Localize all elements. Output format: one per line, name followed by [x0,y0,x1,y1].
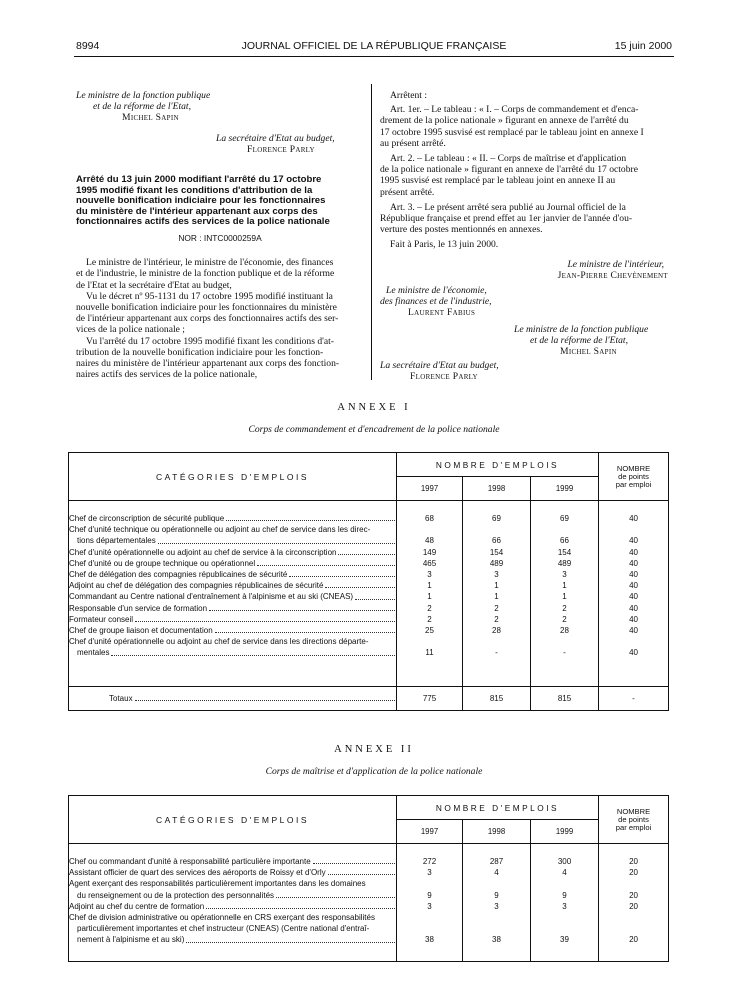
signature-name: Michel Sapin [122,112,179,124]
row-label-line: Chef d'unité opérationnelle ou adjoint au chef de service à la circonscription [69,547,396,558]
values-1999-column [531,844,599,962]
signature-name: Florence Parly [247,143,315,155]
cell-value: 40 [629,648,638,658]
leader-dots [338,547,395,555]
leader-dots [226,513,395,521]
row-label-line: Agent exerçant des responsabilités particulièrement importantes dans les domaines [69,879,366,889]
row-label-line: particulièrement importantes et chef instructeur (CNEAS) (Centre national d'entraî- [77,924,370,934]
signature-title: Le ministre de la fonction publique [514,323,649,335]
cell-value: 28 [492,626,501,636]
leader-dots [313,856,395,864]
row-label-line: Chef de groupe liaison et documentation [69,625,396,636]
cell-value: 2 [494,603,499,613]
cell-value: 40 [629,536,638,546]
cell-value: 39 [560,935,569,945]
header-year: 1998 [463,477,531,501]
values-1998-column [463,501,531,687]
row-label-line: Commandant au Centre national d'entraînement à l'alpinisme et au ski (CNEAS) [69,591,396,602]
signature-title: La secrétaire d'Etat au budget, [380,360,499,372]
decree-title: Arrêté du 13 juin 2000 modifiant l'arrêté du 17 octobre 1995 modifié fixant les conditions d'attribution de la nouvelle bonification indiciaire pour les fonctionnaires du ministère de l'intérieur appartenant aux corps des fonctionnaires actifs des services de la police nationale [76,174,330,228]
signature-title: Le ministre de l'intérieur, [567,258,664,270]
cell-value: 40 [629,558,638,568]
cell-value: 1 [427,592,432,602]
leader-dots [209,603,395,611]
article-2: Art. 2. – Le tableau : « II. – Corps de maîtrise et d'application de la police nationale » figurant en annexe de l'arrêté du 17 octobre 1995 susvisé est remplacé par le tableau joint en annexe II au présent arrêté. [380,153,638,198]
row-label-line: Chef d'unité technique ou opérationnelle ou adjoint au chef de service dans les direc- [69,525,371,535]
cell-value: 40 [629,547,638,557]
cell-value: 1 [494,581,499,591]
cell-value: - [495,648,498,658]
cell-value: 40 [629,581,638,591]
header-points: NOMBRE de points par emploi [599,796,669,844]
leader-dots [257,558,395,566]
cell-value: 1 [562,581,567,591]
labels-column [69,501,397,687]
cell-value: 69 [560,514,569,523]
cell-value: 20 [629,901,638,911]
cell-value: 3 [427,868,432,878]
signature-title: des finances et de l'industrie, [380,296,492,308]
row-label-line: Adjoint au chef de délégation des compagnies républicaines de sécurité [69,580,396,591]
leader-dots [355,591,395,599]
cell-value: 3 [494,570,499,580]
cell-value: 154 [489,547,504,557]
values-1997-column [397,844,463,962]
cell-value: 3 [562,570,567,580]
row-label-line: mentales [69,647,396,658]
row-label-line: Formateur conseil [69,614,396,625]
cell-value: 154 [557,547,572,557]
cell-value: 2 [427,614,432,624]
cell-value: 489 [557,558,572,568]
cell-value: 1 [494,592,499,602]
annex-2-table [68,795,669,962]
cell-value: 4 [562,868,567,878]
signature-name: Michel Sapin [560,346,617,358]
annex-1-title: ANNEXE I [337,402,411,413]
values-1997-column [397,501,463,687]
cell-value: 48 [425,536,434,546]
leader-dots [328,867,395,875]
cell-value: 465 [422,558,437,568]
visa-paragraph: Vu le décret nº 95-1131 du 17 octobre 1995 modifié instituant la nouvelle bonification indiciaire pour les fonctionnaires du ministère de l'intérieur appartenant aux corps des fonctionnaires actifs des ser- vices de la police nationale ; [76,290,339,336]
annex-2-subtitle: Corps de maîtrise et d'application de la police nationale [265,766,483,777]
row-label-line: Responsable d'un service de formation [69,603,396,614]
leader-dots [111,647,395,655]
cell-value: 9 [494,890,499,900]
cell-value: 40 [629,570,638,580]
signature-name: Laurent Fabius [408,307,476,319]
journal-title: JOURNAL OFFICIEL DE LA RÉPUBLIQUE FRANÇAISE [241,40,507,52]
cell-value: 20 [629,935,638,945]
cell-value: 1 [427,581,432,591]
row-label-line: Chef d'unité opérationnelle ou adjoint au chef de service dans les directions départe- [69,637,369,647]
header-rule [74,56,674,57]
cell-value: 40 [629,592,638,602]
annex-1-subtitle: Corps de commandement et d'encadrement de la police nationale [248,424,500,435]
header-year: 1999 [531,477,599,501]
annex-2-title: ANNEXE II [334,744,414,755]
signing-place-date: Fait à Paris, le 13 juin 2000. [390,239,499,251]
row-label-line: Adjoint au chef du centre de formation [69,901,396,912]
article-3: Art. 3. – Le présent arrêté sera publié au Journal officiel de la République française et prend effet au 1er janvier de l'année d'ou- verture des postes mentionnés en annexes. [380,201,633,236]
total-row-label: Totaux [69,687,397,711]
leader-dots [135,614,395,622]
leader-dots [186,934,395,942]
cell-value: 2 [427,603,432,613]
leader-dots [158,535,395,543]
signature-title: et de la réforme de l'Etat, [530,334,628,346]
header-year: 1998 [463,820,531,844]
cell-value: - [563,648,566,658]
cell-value: 3 [494,901,499,911]
header-categories: CATÉGORIES D'EMPLOIS [69,796,397,844]
values-1999-column [531,501,599,687]
total-1998: 815 [463,687,531,711]
header-year: 1997 [397,477,463,501]
leader-dots [289,569,395,577]
cell-value: 149 [422,547,437,557]
row-label-line: du renseignement ou de la protection des personnalités [69,890,396,901]
signature-title: Le ministre de l'économie, [386,285,487,297]
page-number: 8994 [76,40,100,52]
cell-value: 272 [422,857,437,866]
arretent-heading: Arrêtent : [390,90,428,101]
cell-value: 3 [427,901,432,911]
cell-value: 68 [425,514,434,523]
signature-title: et de la réforme de l'Etat, [93,101,191,113]
cell-value: 3 [427,570,432,580]
cell-value: 38 [425,935,434,945]
leader-dots [325,580,395,588]
cell-value: 2 [562,603,567,613]
cell-value: 66 [492,536,501,546]
signature-name: Florence Parly [410,371,478,383]
row-label-line: Chef de circonscription de sécurité publique [69,513,396,524]
cell-value: 2 [494,614,499,624]
row-label-line: Chef d'unité ou de groupe technique ou opérationnel [69,558,396,569]
leader-dots [215,625,395,633]
header-nombre-emplois: NOMBRE D'EMPLOIS [397,796,599,820]
article-1: Art. 1er. – Le tableau : « I. – Corps de commandement et d'enca- drement de la police nationale » figurant en annexe de l'arrêté du 17 octobre 1995 susvisé est remplacé par le tableau joint en annexe I au présent arrêté. [380,104,644,149]
header-year: 1997 [397,820,463,844]
cell-value: 38 [492,935,501,945]
total-1997: 775 [397,687,463,711]
cell-value: 40 [629,614,638,624]
cell-value: 11 [425,648,434,658]
cell-value: 3 [562,901,567,911]
cell-value: 489 [489,558,504,568]
cell-value: 9 [427,890,432,900]
cell-value: 287 [489,857,504,866]
row-label-line: Chef de délégation des compagnies républicaines de sécurité [69,569,396,580]
cell-value: 20 [629,857,638,866]
issue-date: 15 juin 2000 [614,40,672,52]
left-column [76,90,364,380]
points-column [599,844,669,962]
cell-value: 25 [425,626,434,636]
leader-dots [206,901,395,909]
cell-value: 40 [629,626,638,636]
labels-column [69,844,397,962]
cell-value: 40 [629,514,638,523]
nor-reference: NOR : INTC0000259A [178,232,262,243]
values-1998-column [463,844,531,962]
cell-value: 300 [557,857,572,866]
row-label-line: Chef ou commandant d'unité à responsabilité particulière importante [69,856,396,867]
header-year: 1999 [531,820,599,844]
signature-name: Jean-Pierre Chevènement [557,269,668,281]
header-categories: CATÉGORIES D'EMPLOIS [69,453,397,501]
cell-value: 20 [629,890,638,900]
right-column [380,90,672,383]
signature-title: La secrétaire d'Etat au budget, [216,132,335,144]
annex-1-table [68,452,669,711]
cell-value: 4 [494,868,499,878]
row-label-line: Assistant officier de quart des services des aéroports de Roissy et d'Orly [69,867,396,878]
cell-value: 20 [629,868,638,878]
cell-value: 2 [562,614,567,624]
header-nombre-emplois: NOMBRE D'EMPLOIS [397,453,599,477]
total-1999: 815 [531,687,599,711]
row-label-line: tions départementales [69,535,396,546]
cell-value: 40 [629,603,638,613]
cell-value: 9 [562,890,567,900]
column-divider [371,84,372,380]
cell-value: 66 [560,536,569,546]
row-label-line: Chef de division administrative ou opérationnelle en CRS exerçant des responsabilités [69,913,375,923]
cell-value: 28 [560,626,569,636]
preamble-paragraph: Le ministre de l'intérieur, le ministre de l'économie, des finances et de l'industrie, le ministre de la fonction publique et de la réforme de l'Etat et la secrétaire d'Etat au budget, [76,257,335,291]
leader-dots [276,890,395,898]
cell-value: 69 [492,514,501,523]
cell-value: 1 [562,592,567,602]
total-points: - [599,687,669,711]
row-label-line: nement à l'alpinisme et au ski) [69,934,396,945]
header-points: NOMBRE de points par emploi [599,453,669,501]
signature-title: Le ministre de la fonction publique [76,90,211,101]
points-column [599,501,669,687]
visa-paragraph: Vu l'arrêté du 17 octobre 1995 modifié fixant les conditions d'at- tribution de la nouvelle bonification indiciaire pour les fonction- naires du ministère de l'intérieur appartenant aux corps des fonction- naires actifs des services de la police nationale, [76,335,340,381]
